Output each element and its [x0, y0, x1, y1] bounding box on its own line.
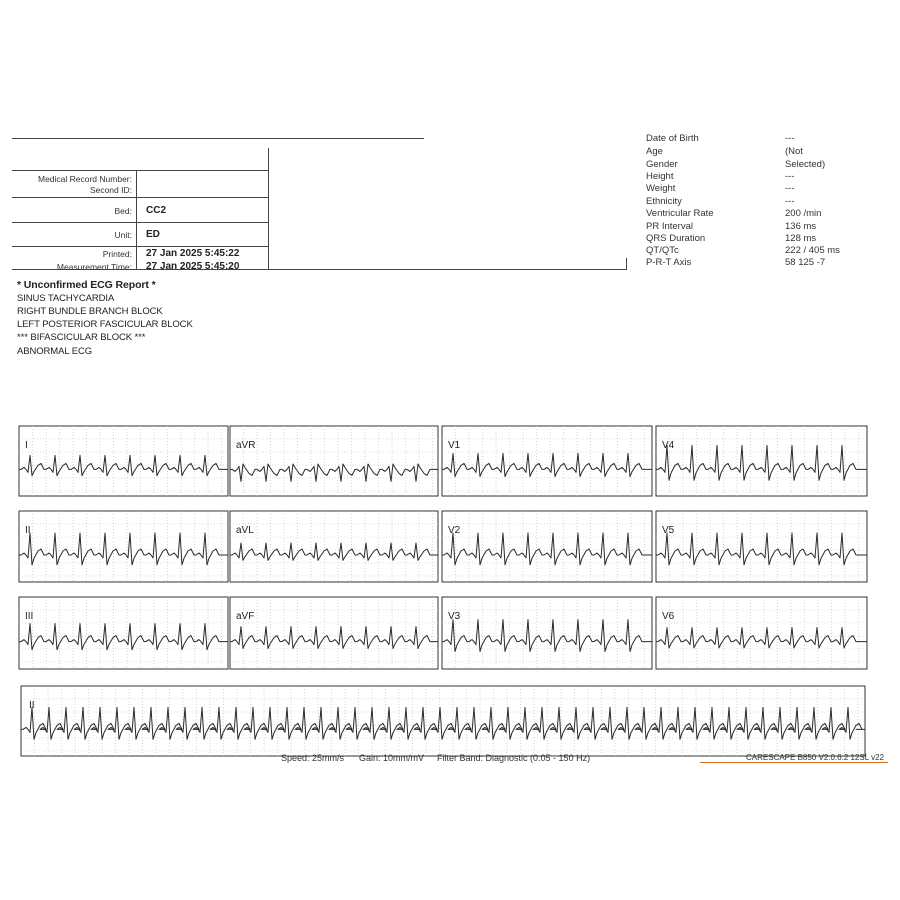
prt-axis-label: P-R-T Axis	[646, 257, 692, 268]
prt-axis-value: 58 125 -7	[785, 257, 826, 268]
lead-v4-label: V4	[662, 440, 675, 451]
lead-iii-label: III	[25, 611, 34, 622]
dob-value: ---	[785, 133, 795, 144]
mrn-label: Medical Record Number:	[37, 174, 132, 184]
unit-value: ED	[146, 229, 160, 240]
lead-v5-trace	[656, 533, 867, 565]
lead-v5-grid	[656, 511, 867, 582]
lead-v3-grid	[442, 597, 652, 669]
pr-interval-label: PR Interval	[646, 221, 693, 232]
lead-v5-frame	[656, 511, 867, 582]
lead-v4-frame	[656, 426, 867, 496]
lead-iii-trace	[19, 624, 228, 650]
pr-interval-value: 136 ms	[785, 221, 817, 232]
lead-v5-label: V5	[662, 525, 675, 536]
lead-v1-frame	[442, 426, 652, 496]
bed-value: CC2	[146, 205, 167, 216]
lead-iii-grid	[19, 597, 228, 669]
lead-v6-grid	[656, 597, 867, 669]
lead-v3-trace	[442, 620, 652, 652]
lead-i-label: I	[25, 440, 28, 451]
lead-avf-trace	[230, 627, 438, 649]
lead-avf-grid	[230, 597, 438, 669]
lead-avl-trace	[230, 543, 438, 560]
age-value: (Not	[785, 146, 803, 157]
ventricular-rate-value: 200 /min	[785, 208, 822, 219]
lead-v4-trace	[656, 445, 867, 480]
footer-filter: Filter Band: Diagnostic (0.05 - 150 Hz)	[437, 753, 591, 763]
lead-v1-grid	[442, 426, 652, 496]
lead-v2-label: V2	[448, 525, 461, 536]
rhythm-strip-label: II	[29, 700, 35, 711]
lead-i-trace	[19, 455, 228, 475]
height-label: Height	[646, 171, 674, 182]
measurement-time-value: 27 Jan 2025 5:45:20	[146, 261, 240, 272]
lead-i-frame	[19, 426, 228, 496]
lead-avl-grid	[230, 511, 438, 582]
lead-v3-frame	[442, 597, 652, 669]
height-value: ---	[785, 171, 795, 182]
unit-label: Unit:	[114, 230, 132, 240]
lead-v2-trace	[442, 533, 652, 565]
lead-avf-frame	[230, 597, 438, 669]
gender-label: Gender	[646, 159, 678, 170]
printed-value: 27 Jan 2025 5:45:22	[146, 248, 240, 259]
interpretation-line-2: RIGHT BUNDLE BRANCH BLOCK	[17, 306, 163, 317]
rhythm-strip-grid	[21, 686, 865, 756]
device-stamp: CARESCAPE B850 V2.0.6.2 12SL v22	[746, 753, 885, 762]
lead-v3-label: V3	[448, 611, 461, 622]
rhythm-strip-frame	[21, 686, 865, 756]
lead-v4-grid	[656, 426, 867, 496]
footer-accent-line	[700, 762, 888, 763]
report-status-title: * Unconfirmed ECG Report *	[17, 279, 156, 291]
qt-qtc-value: 222 / 405 ms	[785, 245, 840, 256]
lead-ii-frame	[19, 511, 228, 582]
lead-avr-grid	[230, 426, 438, 496]
lead-ii-grid	[19, 511, 228, 582]
lead-avl-label: aVL	[236, 525, 254, 536]
interpretation-line-1: SINUS TACHYCARDIA	[17, 293, 115, 304]
weight-value: ---	[785, 183, 795, 194]
age-label: Age	[646, 146, 663, 157]
lead-v6-frame	[656, 597, 867, 669]
interpretation-line-4: *** BIFASCICULAR BLOCK ***	[17, 332, 146, 343]
qrs-duration-value: 128 ms	[785, 233, 817, 244]
interpretation-line-5: ABNORMAL ECG	[17, 346, 92, 357]
second-id-label: Second ID:	[89, 185, 132, 195]
lead-avr-trace	[230, 464, 438, 481]
weight-label: Weight	[646, 183, 676, 194]
lead-avl-frame	[230, 511, 438, 582]
dob-label: Date of Birth	[646, 133, 699, 144]
lead-avr-frame	[230, 426, 438, 496]
lead-ii-trace	[19, 533, 228, 565]
lead-i-grid	[19, 426, 228, 496]
lead-v1-label: V1	[448, 440, 461, 451]
lead-v2-frame	[442, 511, 652, 582]
interpretation-line-3: LEFT POSTERIOR FASCICULAR BLOCK	[17, 319, 193, 330]
ethnicity-value: ---	[785, 196, 795, 207]
lead-avf-label: aVF	[236, 611, 255, 622]
footer-gain: Gain: 10mm/mV	[359, 753, 425, 763]
lead-iii-frame	[19, 597, 228, 669]
lead-ii-label: II	[25, 525, 31, 536]
lead-v6-label: V6	[662, 611, 675, 622]
measurement-time-label: Measurement Time:	[56, 262, 132, 272]
ventricular-rate-label: Ventricular Rate	[646, 208, 714, 219]
printed-label: Printed:	[102, 249, 132, 259]
gender-value: Selected)	[785, 159, 826, 170]
lead-v2-grid	[442, 511, 652, 582]
lead-v6-trace	[656, 628, 867, 648]
lead-avr-label: aVR	[236, 440, 256, 451]
qt-qtc-label: QT/QTc	[646, 245, 679, 256]
footer-speed: Speed: 25mm/s	[281, 753, 345, 763]
qrs-duration-label: QRS Duration	[646, 233, 706, 244]
ethnicity-label: Ethnicity	[646, 196, 682, 207]
bed-label: Bed:	[114, 206, 132, 216]
